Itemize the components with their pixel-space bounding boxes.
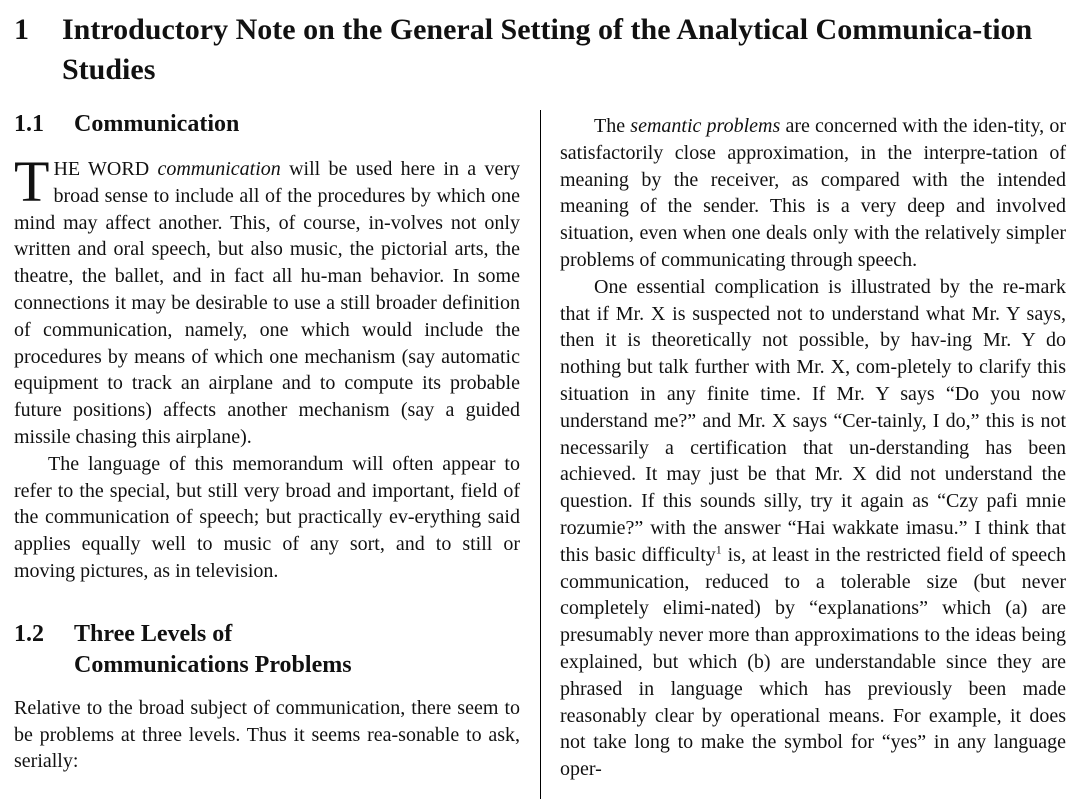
paragraph-essential-complication [560,274,1066,783]
subsection-title-line2: Communications Problems [74,651,352,678]
dropcap-letter: T [14,149,50,214]
left-column [14,109,520,775]
subsection-heading-communication [14,109,520,140]
paragraph-text: is, at least in the restricted field of speech communication, reduced to a tolerable size (but never completely elimi-nated) by “explanations” which (a) are presumably never more than approximations to the ideas being explained, but which (b) are understandable since they are phrased in language which has previously been made reasonably clear by operational means. For example, it does not take long to make the symbol for “yes” in any language oper- [560,543,1066,781]
smallcaps-lead: HE WORD [53,158,150,180]
section-number: 1 [14,13,29,46]
subsection-heading-three-levels [14,619,520,681]
italic-term: semantic problems [630,115,781,137]
section-heading [14,10,1074,90]
footnote-marker[interactable]: 1 [715,542,722,557]
paragraph-text: will be used here in a very broad sense to include all of the procedures by which one mind may affect another. This, of course, in-volves not only written and oral speech, but also music, the pictorial arts, the theatre, the ballet, and in fact all hu-man behavior. In some connections it may be desirable to use a still broader definition of communication, namely, one which would include the procedures by means of which one mechanism (say automatic equipment to track an airplane and to compute its probable future positions) affects another mechanism (say a guided missile chasing this airplane). [14,158,520,448]
italic-term: communication [157,158,281,180]
paragraph-text: One essential complication is illustrated by the re-mark that if Mr. X is suspected not to understand what Mr. Y says, then it is theoretically not possible, by hav-ing Mr. Y do nothing but talk further with Mr. X, com-pletely to clarify this situation in any finite time. If Mr. Y says “Do you now understand me?” and Mr. X says “Cer-tainly, I do,” this is not necessarily a certification that un-derstanding has been achieved. It may just be that Mr. X did not understand the question. If this sounds silly, try it again as “Czy pafi mnie rozumie?” with the answer “Hai wakkate imasu.” I think that this basic difficulty [560,275,1066,566]
paragraph-semantic-problems [560,113,1066,274]
paragraph-language-scope: The language of this memorandum will often appear to refer to the special, but still very broad and important, field of the communication of speech; but practically ev-erything said applies equally well to music of any sort, and to still or moving pictures, as in television. [14,452,520,582]
column-divider [540,110,541,799]
right-column [560,109,1066,783]
paragraph-three-levels-intro: Relative to the broad subject of communication, there seem to be problems at three levels. Thus it seems rea-sonable to ask, serially: [14,696,520,773]
subsection-title [74,619,352,681]
subsection-number: 1.2 [14,620,44,647]
subsection-title-line1: Three Levels of [74,620,233,647]
section-title: Introductory Note on the General Setting of the Analytical Communica-tion Studies [62,13,1033,86]
paragraph-text: are concerned with the iden-tity, or satisfactorily close approximation, in the interpre-tation of meaning by the receiver, as compared with the intended meaning of the sender. This is a very deep and involved situation, even when one deals only with the relatively simpler problems of communicating through speech. [560,115,1067,271]
subsection-number: 1.1 [14,111,44,137]
paragraph-communication-definition [14,149,520,451]
subsection-title: Communication [74,111,240,137]
paragraph-text: The [594,115,631,137]
